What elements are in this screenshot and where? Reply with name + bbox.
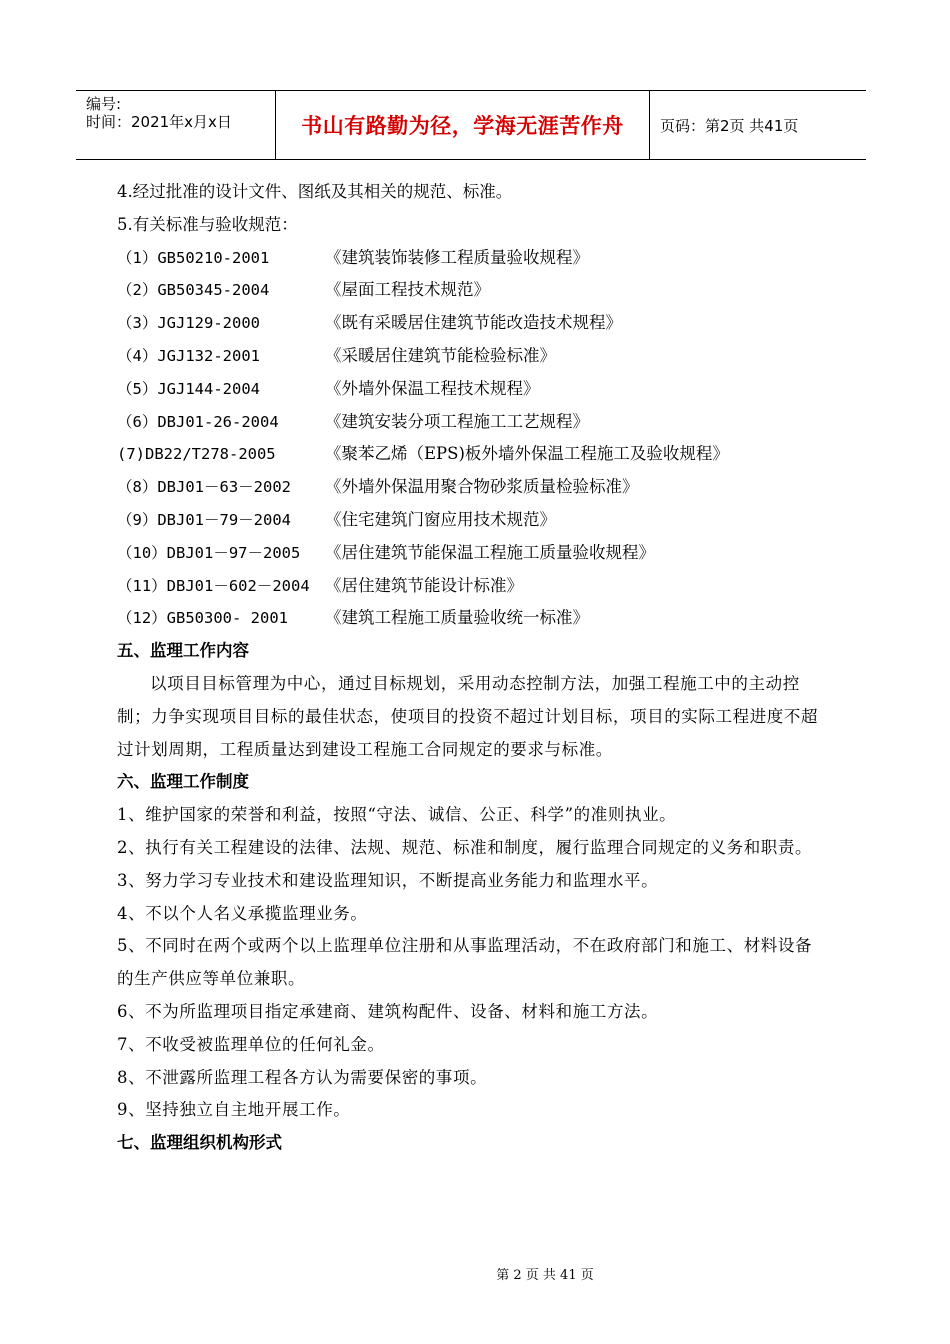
standard-item [117,471,837,504]
standard-item [117,570,837,603]
standard-item [117,307,837,340]
standard-name: 《建筑安装分项工程施工工艺规程》 [325,411,589,431]
standard-item [117,242,837,275]
standard-item [117,340,837,373]
document-number-label: 编号: [86,95,122,113]
rule-item: 5、不同时在两个或两个以上监理单位注册和从事监理活动，不在政府部门和施工、材料设备的生产供应等单位兼职。 [117,936,813,989]
standard-name: 《采暖居住建筑节能检验标准》 [325,345,556,365]
standard-name: 《聚苯乙烯（EPS)板外墙外保温工程施工及验收规程》 [325,444,729,464]
section-heading: 五、监理工作内容 [117,641,249,661]
standard-name: 《居住建筑节能设计标准》 [325,575,523,595]
header-motto: 书山有路勤为径，学海无涯苦作舟 [301,114,624,138]
standard-name: 《建筑工程施工质量验收统一标准》 [325,608,589,628]
header-page-info: 页码：第2页 共41页 [660,116,799,135]
standard-name: 《既有采暖居住建筑节能改造技术规程》 [325,313,622,333]
standard-name: 《建筑装饰装修工程质量验收规程》 [325,247,589,267]
rule-item: 8、不泄露所监理工程各方认为需要保密的事项。 [117,1067,488,1087]
standard-code: （11）DBJ01－602－2004 [117,576,310,595]
standard-code: （3）JGJ129-2000 [117,314,260,333]
standard-code: （12）GB50300- 2001 [117,609,288,628]
rule-item: 6、不为所监理项目指定承建商、建筑构配件、设备、材料和施工方法。 [117,1001,659,1021]
rule-item: 2、执行有关工程建设的法律、法规、规范、标准和制度，履行监理合同规定的义务和职责。 [117,837,813,857]
rule-item: 7、不收受被监理单位的任何礼金。 [117,1034,385,1054]
page-header [76,90,866,160]
rule-item: 1、维护国家的荣誉和利益，按照“守法、诚信、公正、科学”的准则执业。 [117,805,677,825]
standard-code: （4）JGJ132-2001 [117,346,260,365]
document-body [117,176,837,1160]
intro-line: 5.有关标准与验收规范： [117,214,298,234]
section-heading: 六、监理工作制度 [117,772,249,792]
standard-item [117,537,837,570]
standard-code: （9）DBJ01－79－2004 [117,510,291,529]
standard-item [117,274,837,307]
standard-code: （6）DBJ01-26-2004 [117,412,279,431]
rule-item: 9、坚持独立自主地开展工作。 [117,1100,351,1120]
rule-item: 4、不以个人名义承揽监理业务。 [117,903,368,923]
standard-code: （8）DBJ01－63－2002 [117,478,291,497]
standard-name: 《屋面工程技术规范》 [325,280,490,300]
intro-line: 4.经过批准的设计文件、图纸及其相关的规范、标准。 [117,182,513,201]
standard-item [117,438,837,471]
standard-code: （1）GB50210-2001 [117,248,270,267]
header-meta-cell [76,91,276,159]
standard-code: （5）JGJ144-2004 [117,379,260,398]
section-heading: 七、监理组织机构形式 [117,1133,282,1153]
document-time-label: 时间：2021年x月x日 [86,113,232,131]
rule-item: 3、努力学习专业技术和建设监理知识，不断提高业务能力和监理水平。 [117,870,659,890]
standard-name: 《外墙外保温用聚合物砂浆质量检验标准》 [325,477,639,497]
standard-item [117,504,837,537]
standard-name: 《住宅建筑门窗应用技术规范》 [325,509,556,529]
header-motto-cell [276,91,650,159]
page-footer: 第 2 页 共 41 页 [496,1268,594,1283]
standard-name: 《居住建筑节能保温工程施工质量验收规程》 [325,542,655,562]
standard-item [117,373,837,406]
standard-item [117,602,837,635]
standard-code: （10）DBJ01－97－2005 [117,543,301,562]
header-page-cell [650,91,866,159]
standard-code: （2）GB50345-2004 [117,281,270,300]
standard-code: (7)DB22/T278-2005 [117,445,276,464]
standard-item [117,406,837,439]
section-paragraph: 以项目目标管理为中心，通过目标规划，采用动态控制方法，加强工程施工中的主动控制；力争实现项目目标的最佳状态，使项目的投资不超过计划目标，项目的实际工程进度不超过计划周期，工程质量达到建设工程施工合同规定的要求与标准。 [117,673,819,759]
standard-name: 《外墙外保温工程技术规程》 [325,378,540,398]
